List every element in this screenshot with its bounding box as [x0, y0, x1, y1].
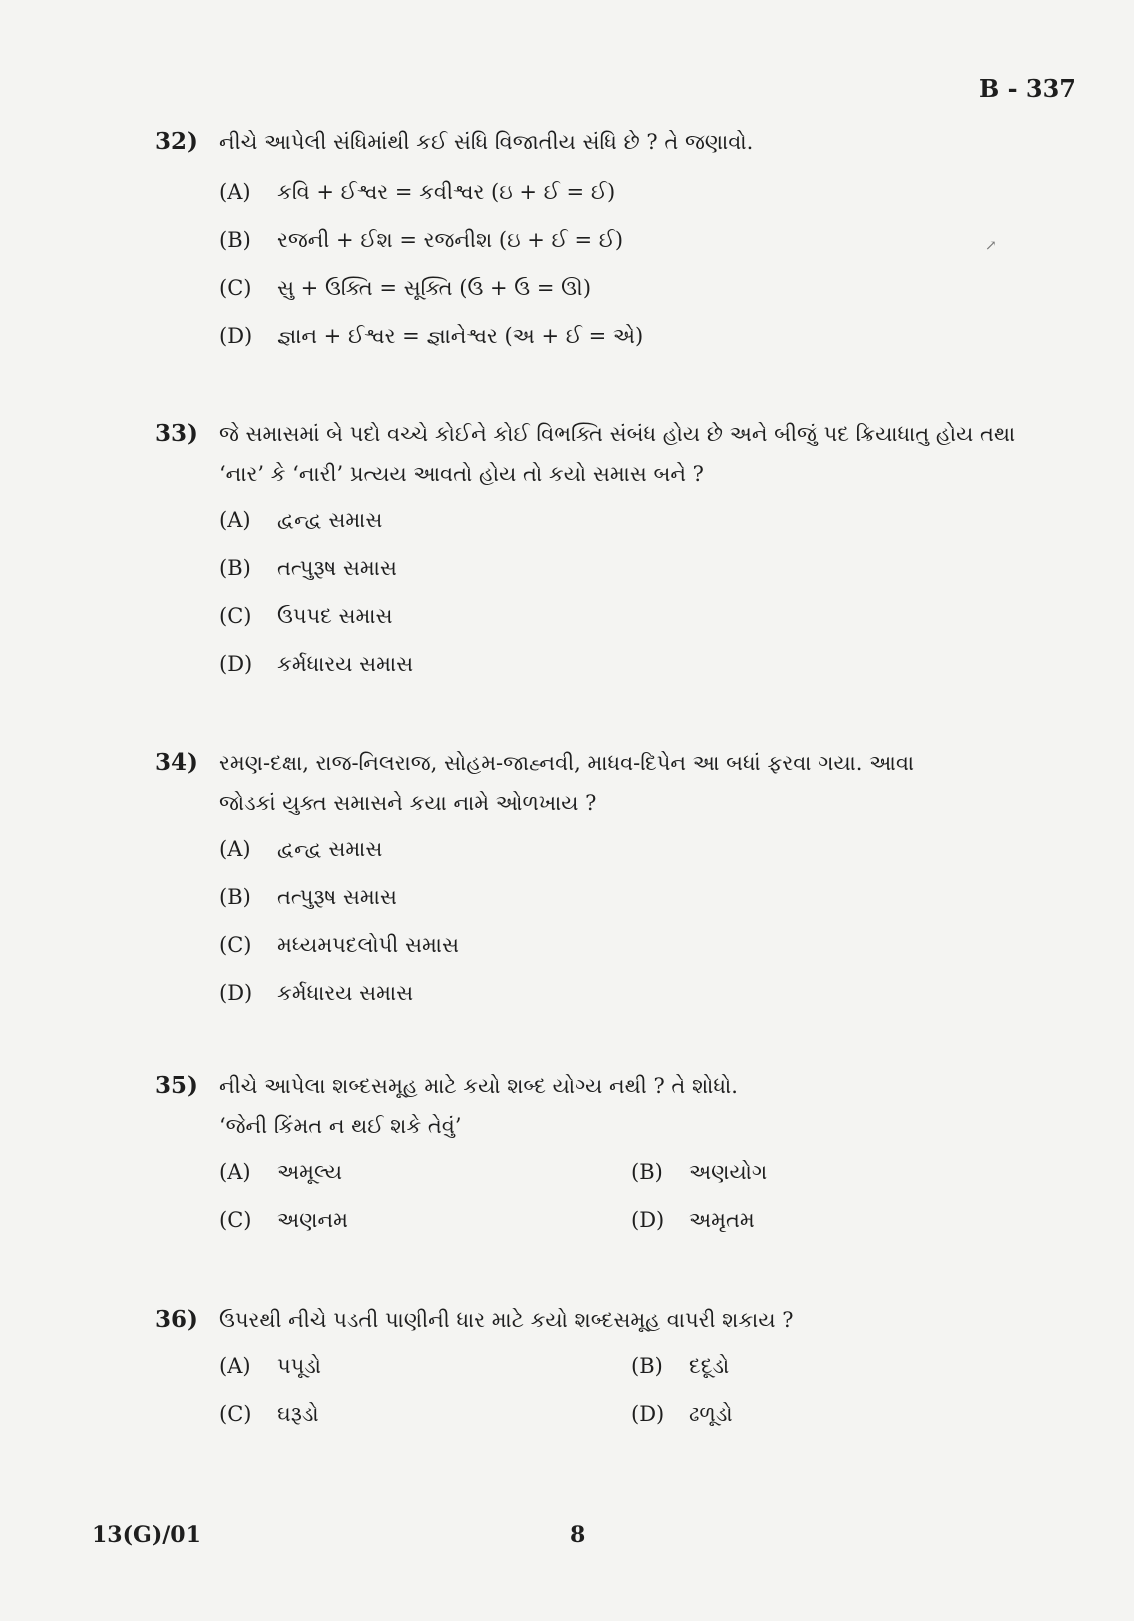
- question-32: [155, 122, 1055, 360]
- question-text-line: નીચે આપેલા શબ્દસમૂહ માટે કયો શબ્દ યોગ્ય નથી ? તે શોધો.: [219, 1074, 738, 1098]
- option-label: (B): [219, 556, 251, 580]
- option-text: તત્પુરૂષ સમાસ: [277, 885, 397, 909]
- option-d: [219, 969, 1055, 1017]
- page-number: 8: [570, 1522, 586, 1548]
- option-label: (C): [219, 604, 252, 628]
- option-text: દ્વન્દ્વ સમાસ: [277, 837, 383, 861]
- option-label: (A): [219, 837, 251, 861]
- question-36: [155, 1300, 1055, 1438]
- option-a: [219, 168, 1055, 216]
- question-number: 35): [155, 1072, 198, 1099]
- option-text: તત્પુરૂષ સમાસ: [277, 556, 397, 580]
- option-b: [219, 216, 1055, 264]
- option-label: (B): [631, 1160, 663, 1184]
- option-text: મધ્યમપદલોપી સમાસ: [277, 933, 459, 957]
- question-text: ઉપરથી નીચે પડતી પાણીની ધાર માટે કયો શબ્દસમૂહ વાપરી શકાય ?: [219, 1308, 794, 1332]
- option-text: દદૂડો: [689, 1354, 730, 1378]
- question-text-line: રમણ-દક્ષા, રાજ-નિલરાજ, સોહમ-જાહ્નવી, માધવ-દિપેન આ બધાં ફરવા ગયા. આવા: [219, 751, 915, 775]
- question-number: 36): [155, 1306, 198, 1333]
- option-text: ઢળૂડો: [689, 1402, 733, 1426]
- question-number: 32): [155, 128, 198, 155]
- option-label: (D): [219, 324, 253, 348]
- option-label: (C): [219, 1208, 252, 1232]
- option-label: (D): [631, 1208, 665, 1232]
- option-label: (B): [219, 228, 251, 252]
- options-list: [219, 496, 1055, 688]
- option-text: અમૃતમ: [689, 1208, 755, 1232]
- footer-code: 13(G)/01: [92, 1522, 201, 1548]
- option-a: [219, 825, 1055, 873]
- option-b: [219, 873, 1055, 921]
- option-label: (A): [219, 508, 251, 532]
- question-35: [155, 1066, 1055, 1244]
- option-text: ઉપપદ સમાસ: [277, 604, 393, 628]
- options-grid: [219, 1342, 1055, 1438]
- question-text: [219, 1066, 738, 1146]
- option-label: (A): [219, 1354, 251, 1378]
- question-33: [155, 414, 1055, 688]
- option-c: [219, 592, 1055, 640]
- question-text-line: ‘જેની કિંમત ન થઈ શકે તેવું’: [219, 1114, 462, 1138]
- option-text: અણનમ: [277, 1208, 348, 1232]
- option-c: [219, 1196, 631, 1244]
- option-text: સુ + ઉક્તિ = સૂક્તિ (ઉ + ઉ = ઊ): [277, 276, 592, 300]
- option-text: અમૂલ્ય: [277, 1160, 343, 1184]
- options-grid: [219, 1148, 1055, 1244]
- option-d: [219, 640, 1055, 688]
- option-text: અણયોગ: [689, 1160, 768, 1184]
- option-label: (C): [219, 276, 252, 300]
- option-a: [219, 496, 1055, 544]
- question-text-line: ‘નાર’ કે ‘નારી’ પ્રત્યય આવતો હોય તો કયો સમાસ બને ?: [219, 462, 704, 486]
- option-a: [219, 1342, 631, 1390]
- option-text: રજની + ઈશ = રજનીશ (ઇ + ઈ = ઈ): [277, 228, 624, 252]
- options-list: [219, 825, 1055, 1017]
- option-b: [631, 1342, 961, 1390]
- option-d: [631, 1196, 961, 1244]
- question-text: [219, 743, 914, 823]
- option-label: (D): [219, 981, 253, 1005]
- option-text: કવિ + ઈશ્વર = કવીશ્વર (ઇ + ઈ = ઈ): [277, 180, 616, 204]
- option-label: (B): [219, 885, 251, 909]
- option-c: [219, 921, 1055, 969]
- option-d: [631, 1390, 961, 1438]
- option-text: પપૂડો: [277, 1354, 322, 1378]
- option-label: (A): [219, 1160, 251, 1184]
- option-a: [219, 1148, 631, 1196]
- option-text: કર્મધારય સમાસ: [277, 981, 414, 1005]
- option-label: (C): [219, 933, 252, 957]
- option-b: [219, 544, 1055, 592]
- question-number: 33): [155, 420, 198, 447]
- paper-code: B - 337: [978, 74, 1076, 103]
- option-b: [631, 1148, 961, 1196]
- option-label: (D): [219, 652, 253, 676]
- option-label: (B): [631, 1354, 663, 1378]
- question-text: નીચે આપેલી સંધિમાંથી કઈ સંધિ વિજાતીય સંધિ છે ? તે જણાવો.: [219, 130, 754, 154]
- stray-mark: ↗: [985, 238, 997, 254]
- question-text: [219, 414, 1015, 494]
- option-label: (D): [631, 1402, 665, 1426]
- option-text: દ્વન્દ્વ સમાસ: [277, 508, 383, 532]
- question-text-line: જોડકાં યુક્ત સમાસને કયા નામે ઓળખાય ?: [219, 791, 597, 815]
- option-d: [219, 312, 1055, 360]
- option-text: કર્મધારય સમાસ: [277, 652, 414, 676]
- options-list: [219, 168, 1055, 360]
- option-text: જ્ઞાન + ઈશ્વર = જ્ઞાનેશ્વર (અ + ઈ = એ): [277, 324, 644, 348]
- question-34: [155, 743, 1055, 1017]
- option-text: ઘરૂડો: [277, 1402, 319, 1426]
- option-label: (A): [219, 180, 251, 204]
- option-c: [219, 264, 1055, 312]
- option-label: (C): [219, 1402, 252, 1426]
- question-number: 34): [155, 749, 198, 776]
- option-c: [219, 1390, 631, 1438]
- question-text-line: જે સમાસમાં બે પદો વચ્ચે કોઈને કોઈ વિભક્તિ સંબંધ હોય છે અને બીજું પદ ક્રિયાધાતુ હોય તથા: [219, 422, 1016, 446]
